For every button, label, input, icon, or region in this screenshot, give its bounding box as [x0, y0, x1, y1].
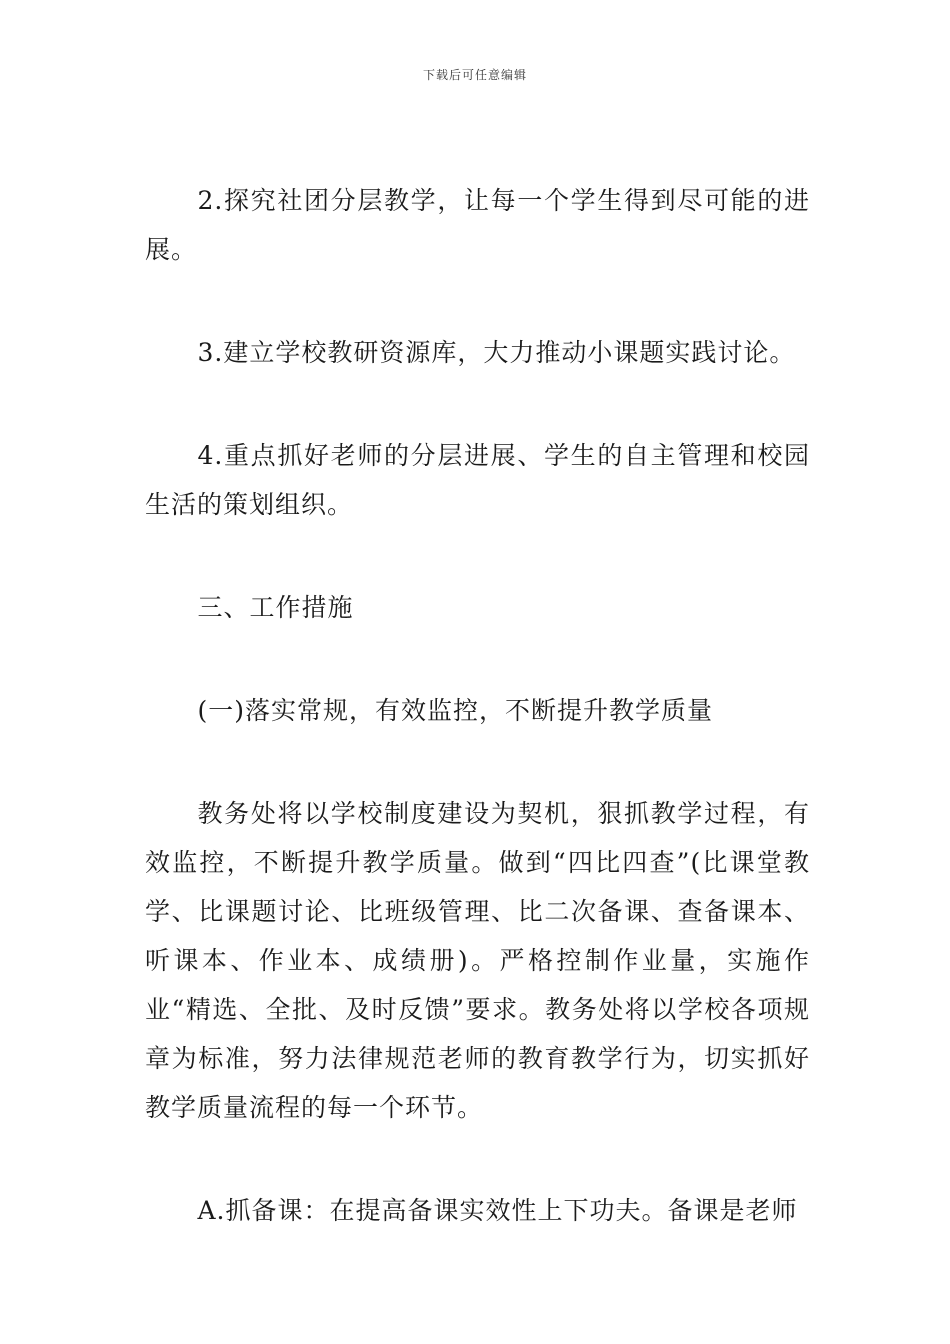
paragraph-teaching-affairs: 教务处将以学校制度建设为契机，狠抓教学过程，有效监控，不断提升教学质量。做到“四比四查”(比课堂教学、比课题讨论、比班级管理、比二次备课、查备课本、听课本、作业本、成绩册)。严格控制作业量，实施作业“精选、全批、及时反馈”要求。教务处将以学校各项规章为标准，努力法律规范老师的教育教学行为，切实抓好教学质量流程的每一个环节。: [145, 799, 810, 1122]
paragraph-goal-2: 2.探究社团分层教学，让每一个学生得到尽可能的进展。: [145, 186, 810, 264]
section-heading-work-measures: 三、工作措施: [197, 593, 354, 622]
paragraph-goal-3: 3.建立学校教研资源库，大力推动小课题实践讨论。: [197, 338, 796, 367]
download-note: 下载后可任意编辑: [422, 68, 527, 82]
paragraph-goal-4: 4.重点抓好老师的分层进展、学生的自主管理和校园生活的策划组织。: [145, 441, 810, 519]
paragraph-lesson-prep: A.抓备课：在提高备课实效性上下功夫。备课是老师: [197, 1196, 798, 1225]
subsection-heading-routine: (一)落实常规，有效监控，不断提升教学质量: [197, 696, 714, 725]
document-body: [145, 176, 810, 1289]
